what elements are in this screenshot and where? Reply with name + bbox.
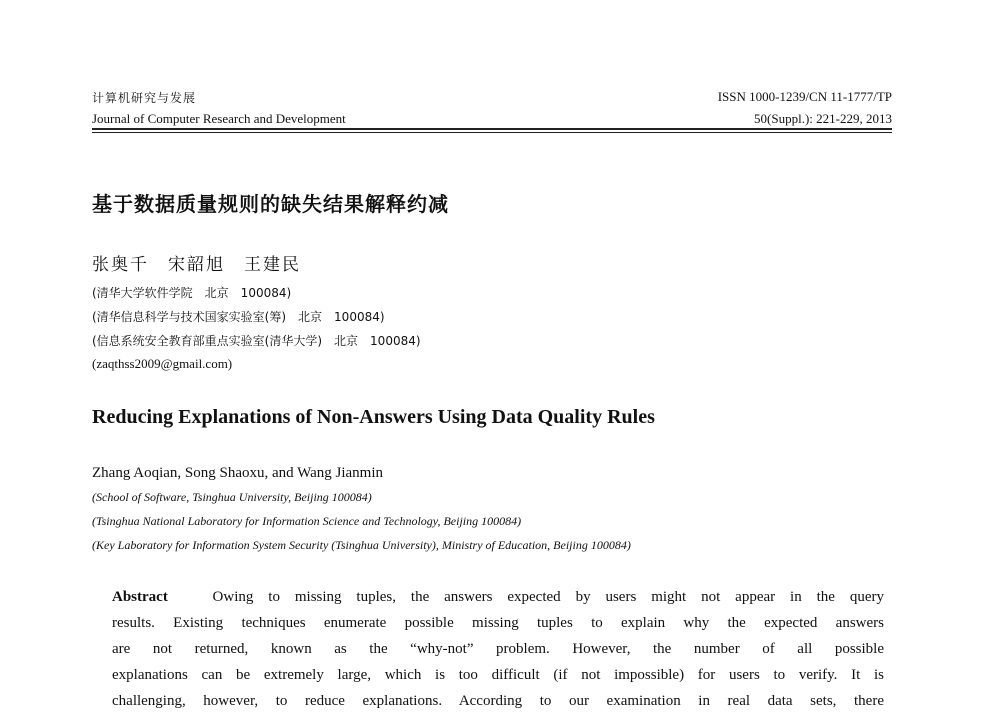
- title-en: Reducing Explanations of Non-Answers Using Data Quality Rules: [92, 406, 655, 428]
- authors-en: Zhang Aoqian, Song Shaoxu, and Wang Jianmin: [92, 465, 383, 481]
- journal-name-en: Journal of Computer Research and Development: [92, 111, 346, 126]
- abstract-line: challenging, however, to reduce explanations. According to our examination in real data sets, there: [112, 693, 884, 709]
- abstract-line: explanations can be extremely large, which is too difficult (if not impossible) for users to verify. It is: [112, 667, 884, 683]
- authors-cn: 张奥千 宋韶旭 王建民: [92, 255, 301, 275]
- abstract-line: are not returned, known as the “why-not” problem. However, the number of all possible: [112, 641, 884, 657]
- journal-name-cn: 计算机研究与发展: [92, 91, 197, 105]
- header-rule: [92, 128, 892, 130]
- abstract-label: Abstract: [112, 589, 168, 605]
- header-rule-thin: [92, 132, 892, 133]
- affiliation-cn: (清华信息科学与技术国家实验室(筹) 北京 100084): [92, 310, 385, 324]
- affiliation-en: (Tsinghua National Laboratory for Information Science and Technology, Beijing 100084): [92, 514, 522, 528]
- affiliation-cn: (信息系统安全教育部重点实验室(清华大学) 北京 100084): [92, 334, 421, 348]
- affiliation-cn: (清华大学软件学院 北京 100084): [92, 286, 292, 300]
- affiliation-en: (School of Software, Tsinghua University, Beijing 100084): [92, 490, 372, 504]
- issn: ISSN 1000-1239/CN 11-1777/TP: [717, 89, 892, 104]
- affiliation-en: (Key Laboratory for Information System Security (Tsinghua University), Ministry of Education, Beijing 100084): [92, 538, 631, 552]
- volume-info: 50(Suppl.): 221-229, 2013: [754, 111, 892, 126]
- abstract-line: results. Existing techniques enumerate possible missing tuples to explain why the expected answers: [112, 615, 884, 631]
- email: (zaqthss2009@gmail.com): [92, 356, 233, 371]
- abstract-line: Abstract Owing to missing tuples, the answers expected by users might not appear in the query: [112, 589, 885, 605]
- title-cn: 基于数据质量规则的缺失结果解释约减: [92, 192, 449, 216]
